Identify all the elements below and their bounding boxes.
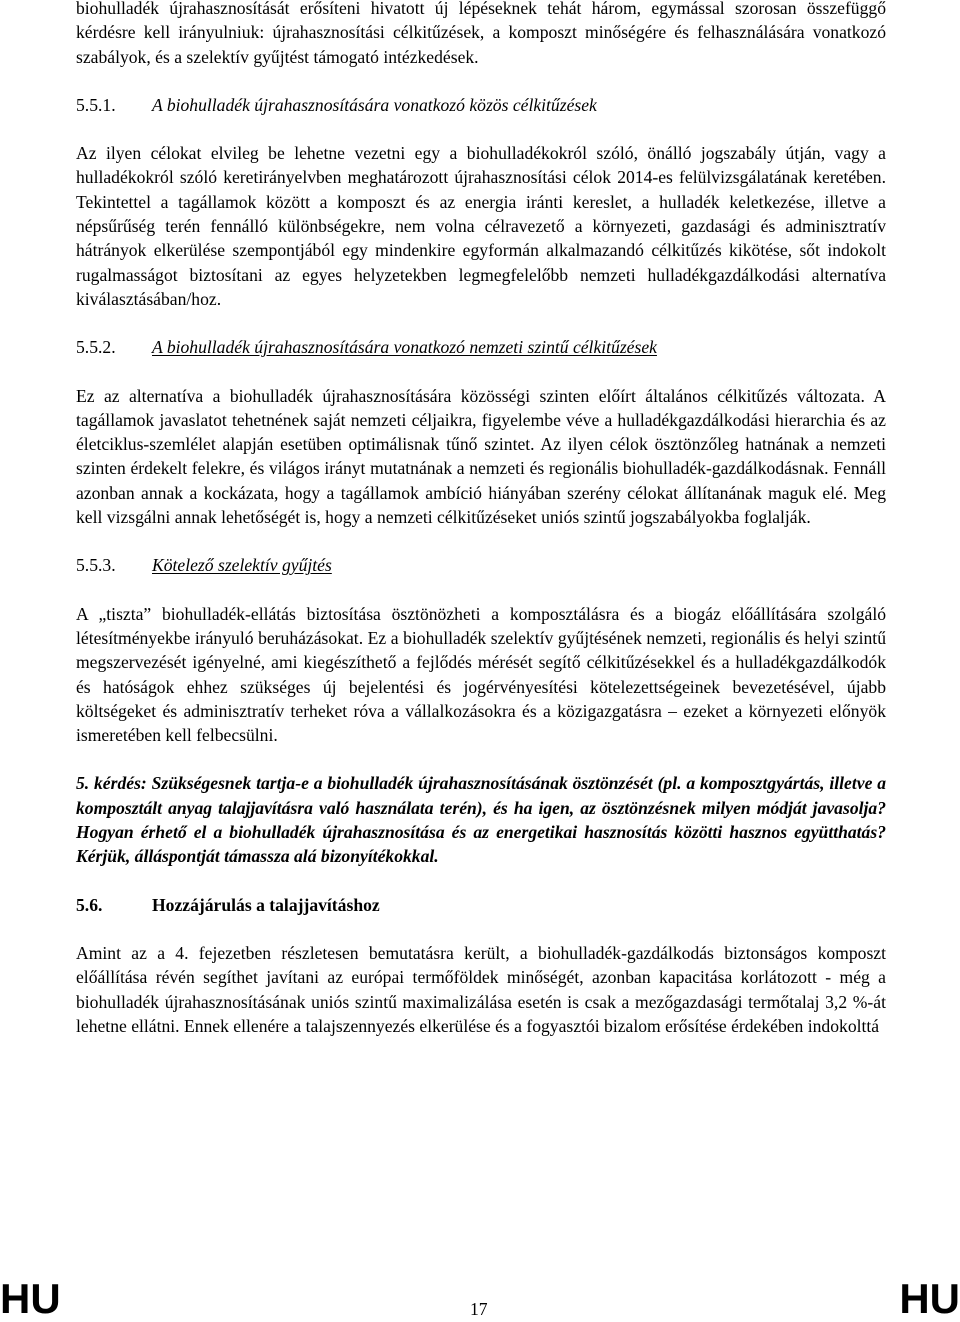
paragraph-national-targets: Ez az alternatíva a biohulladék újrahasznosítására közösségi szinten előírt általános célkitűzés változata. A tagállamok javaslatot tehetnének saját nemzeti céljaikra, figyelembe véve a hulladékgazdálkodási hierarchia és az életciklus-szemlélet alapján esetüben optimálisnak tűnő szintet. Az ilyen célok ösztönzőleg hatnának a nemzeti szinten érdekelt felekre, és világos irányt mutatnának a nemzeti és regionális biohulladék-gazdálkodásnak. Fennáll azonban annak a kockázata, hogy a tagállamok ambíció hiányában szerény célokat állítanának maguk elé. Meg kell vizsgálni annak lehetőségét is, hogy a nemzeti célkitűzéseket uniós szintű jogszabályokba foglalják. (76, 385, 886, 528)
language-code-right: HU (899, 1275, 960, 1322)
page-footer (0, 1275, 960, 1322)
heading-title: Hozzájárulás a talajjavításhoz (152, 894, 380, 915)
page-number: 17 (470, 1299, 488, 1319)
heading-number: 5.5.1. (76, 94, 116, 115)
heading-5-5-3 (76, 553, 886, 577)
heading-title: Kötelező szelektív gyűjtés (152, 555, 332, 576)
paragraph-separate-collection: A „tiszta” biohulladék-ellátás biztosítása ösztönözheti a komposztálásra és a biogáz előállítására szolgáló létesítményekbe irányuló beruházásokat. Ez a biohulladék szelektív gyűjtésének nemzeti, regionális és helyi szintű megszervezését igényelné, ami kiegészíthető a fejlődés mérését segítő célkitűzésekkel és a hulladékgazdálkodók és hatóságok ehhez szükséges új bejelentési és jogérvényesítési kötelezettségeinek bevezetésével, újabb költségeket és adminisztratív terheket róva a vállalkozásokra és a közigazgatásra – ezeket a környezeti előnyök ismeretében kell felbecsülni. (76, 603, 886, 746)
heading-number: 5.5.2. (76, 337, 116, 358)
heading-5-5-1 (76, 93, 886, 117)
question-5: 5. kérdés: Szükségesnek tartja-e a biohulladék újrahasznosításának ösztönzését (pl. a komposztgyártás, illetve a komposztált anyag talajjavításra való használata terén), és ha igen, az ösztönzésnek milyen módját javasolja? Hogyan érhető el a biohulladék újrahasznosítása és az energetikai hasznosítás közötti hasznos együtthatás? Kérjük, álláspontját támassza alá bizonyítékokkal. (76, 773, 886, 867)
heading-title: A biohulladék újrahasznosítására vonatkozó nemzeti szintű célkitűzések (152, 337, 657, 358)
document-page (76, 0, 886, 1038)
heading-title: A biohulladék újrahasznosítására vonatkozó közös célkitűzések (152, 94, 597, 115)
heading-5-5-2 (76, 335, 886, 359)
heading-number: 5.5.3. (76, 555, 116, 576)
paragraph-soil-improvement: Amint az a 4. fejezetben részletesen bemutatásra került, a biohulladék-gazdálkodás biztonságos komposzt előállítása révén segíthet javítani az európai termőföldek minőségét, azonban kapacitása korlátozott - még a biohulladék újrahasznosításának uniós szintű maximalizálása esetén is csak a mezőgazdasági termőtalaj 3,2 %-át lehetne ellátni. Ennek ellenére a talajszennyezés elkerülése és a fogyasztói bizalom erősítése érdekében indokolttá (76, 942, 886, 1036)
heading-5-6 (76, 893, 886, 917)
paragraph-common-targets: Az ilyen célokat elvileg be lehetne vezetni egy a biohulladékokról szóló, önálló jogszabály útján, vagy a hulladékokról szóló keretirányelvben meghatározott újrahasznosítási célok 2014-es felülvizsgálatának keretében. Tekintettel a tagállamok között a komposzt és az energia iránti kereslet, a hulladék keletkezése, illetve a népsűrűség terén fennálló különbségekre, nem volna célravezető a környezeti, gazdasági és adminisztratív hátrányok elkerülése szempontjából egy mindenkire egyformán alkalmazandó célkitűzés kikötése, sőt indokolt rugalmasságot biztosítani az egyes helyzetekben legmegfelelőbb nemzeti hulladékgazdálkodási alternatíva kiválasztásában/hoz. (76, 143, 886, 309)
language-code-left: HU (0, 1275, 61, 1322)
heading-number: 5.6. (76, 894, 103, 915)
paragraph-intro: biohulladék újrahasznosítását erősíteni hivatott új lépéseknek tehát három, egymással szorosan összefüggő kérdésre kell irányulniuk: újrahasznosítási célkitűzések, a komposzt minőségére és felhasználására vonatkozó szabályok, és a szelektív gyűjtést támogató intézkedések. (76, 0, 886, 67)
